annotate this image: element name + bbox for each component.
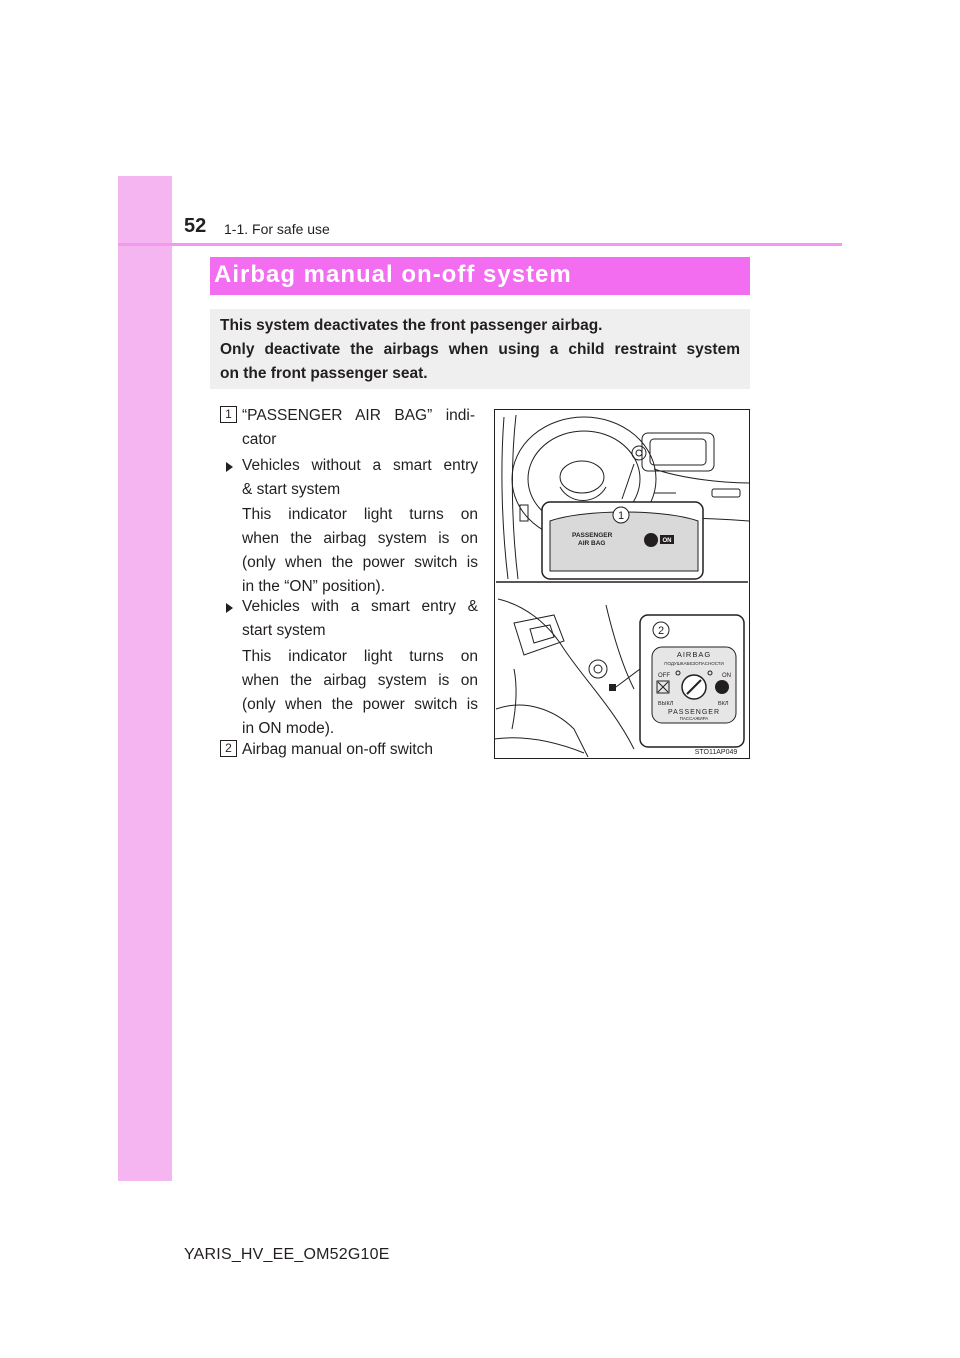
key-switch-icon	[682, 675, 706, 699]
airbag-indicator-icon	[644, 533, 658, 547]
bullet-2-heading-line-1: Vehicles with a smart entry &	[242, 598, 478, 615]
bullet-1-body-line-2: when the airbag system is on	[242, 530, 478, 547]
airbag-system-illustration	[494, 409, 750, 759]
page-number: 52	[184, 215, 207, 237]
bullet-arrow-icon	[226, 603, 233, 613]
bullet-1-body-line-1: This indicator light turns on	[242, 506, 478, 523]
airbag-on-icon	[715, 680, 729, 694]
title-bar	[210, 257, 750, 295]
switch-off-label-ru: ВЫКЛ	[658, 701, 674, 707]
callout-1-label: 1	[617, 510, 625, 522]
indicator-label-line-1: PASSENGER	[572, 532, 613, 539]
bullet-1-heading-line-2: & start system	[242, 481, 341, 498]
page-title: Airbag manual on-off system	[214, 261, 572, 288]
intro-box	[210, 309, 750, 389]
intro-line-3: on the front passenger seat.	[220, 365, 428, 382]
switch-passenger-label: PASSENGER	[667, 709, 721, 716]
item-1-label-line-2: cator	[242, 431, 277, 448]
header-rule	[118, 243, 842, 246]
switch-title-ru: ПОДУШКАБЕЗОПАСНОСТИ	[664, 661, 724, 666]
bullet-2-body-line-3: (only when the power switch is	[242, 696, 478, 713]
switch-off-label: OFF	[658, 673, 670, 679]
chapter-tab-bar	[118, 176, 172, 1181]
switch-title: AIRBAG	[676, 650, 712, 659]
bullet-1-heading-line-1: Vehicles without a smart entry	[242, 457, 478, 474]
figure-code: STO11AP049	[694, 749, 738, 756]
item-2-label: Airbag manual on-off switch	[242, 741, 433, 758]
item-number-1: 1	[220, 406, 237, 423]
bullet-2-body-line-4: in ON mode).	[242, 720, 335, 737]
bullet-2-body-line-2: when the airbag system is on	[242, 672, 478, 689]
item-number-2: 2	[220, 740, 237, 757]
item-1-label-line-1: “PASSENGER AIR BAG” indi-	[242, 407, 475, 424]
intro-line-1: This system deactivates the front passenger airbag.	[220, 317, 603, 334]
callout-2-label: 2	[657, 625, 665, 637]
bullet-2-body-line-1: This indicator light turns on	[242, 648, 478, 665]
intro-line-2: Only deactivate the airbags when using a child restraint system	[220, 341, 740, 358]
section-label: 1-1. For safe use	[224, 221, 330, 237]
switch-on-label-ru: ВКЛ	[718, 701, 729, 707]
footer-code: YARIS_HV_EE_OM52G10E	[184, 1246, 390, 1263]
switch-on-label: ON	[722, 673, 731, 679]
indicator-on-label: ON	[662, 538, 672, 544]
switch-passenger-label-ru: ПАССАЖИРА	[679, 716, 709, 721]
bullet-1-body-line-4: in the “ON” position).	[242, 578, 385, 595]
bullet-1-body-line-3: (only when the power switch is	[242, 554, 478, 571]
bullet-2-heading-line-2: start system	[242, 622, 326, 639]
indicator-label-line-2: AIR BAG	[578, 540, 606, 547]
bullet-arrow-icon	[226, 462, 233, 472]
switch-location-marker	[609, 684, 616, 691]
